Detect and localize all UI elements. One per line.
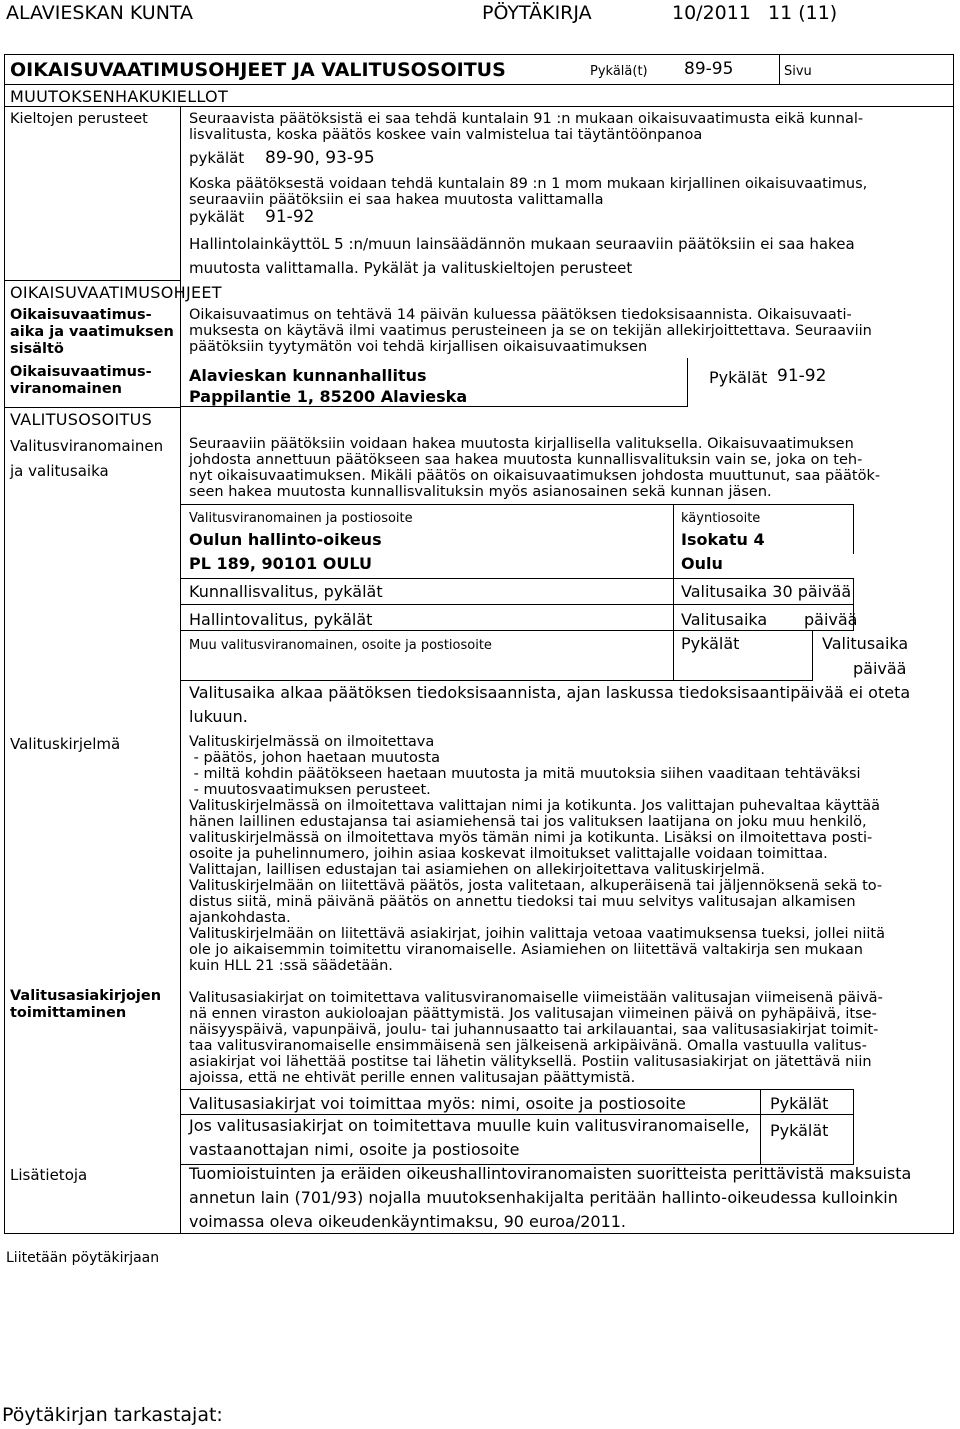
kiellot-pykalat-2: pykälät 91-92	[189, 207, 315, 227]
divider	[180, 504, 854, 505]
hallintovalitus-label: Hallintovalitus, pykälät	[189, 610, 373, 629]
toimittaminen-row2: Jos valitusasiakirjat on toimitettava muulle kuin valitusviranomaiselle, vastaanottajan nimi, osoite ja postiosoite	[189, 1116, 750, 1159]
pykala-label: Pykälä(t)	[590, 64, 648, 79]
authority-pykalat-value: 91-92	[777, 366, 827, 386]
section-heading-oikaisuvaatimusohjeet: OIKAISUVAATIMUSOHJEET	[10, 283, 222, 302]
hallintovalitus-time-unit: päivää	[804, 610, 858, 629]
divider	[687, 358, 688, 406]
toimittaminen-row2-pykalat: Pykälät	[770, 1121, 829, 1140]
divider	[4, 106, 954, 107]
label-kieltojen-perusteet: Kieltojen perusteet	[10, 111, 148, 127]
divider	[853, 1089, 854, 1165]
muu-valitusviranomainen-label: Muu valitusviranomainen, osoite ja postiosoite	[189, 638, 492, 653]
kiellot-paragraph-1: Seuraavista päätöksistä ei saa tehdä kuntalain 91 :n mukaan oikaisuvaatimusta eikä kunnal- lisvalitusta, koska päätös koskee vain valmistelua tai täytäntöönpanoa	[189, 111, 864, 143]
valitus-text: Seuraaviin päätöksiin voidaan hakea muutosta kirjallisella valituksella. Oikaisuvaatimuksen johdosta annettuun päätökseen saa hakea muutosta kunnallisvalituksin vain se, joka on teh- nyt oikaisuvaatimuksen. Mikäli päätös on oikaisuvaatimuksen johdosta muuttunut, saa päätök- seen hakea muutosta kunnallisvalituksin myös asianosainen sekä kunnan jäsen.	[189, 436, 881, 500]
divider	[812, 630, 813, 680]
valituskirjelma-text: Valituskirjelmässä on ilmoitettava - päätös, johon haetaan muutosta - miltä kohdin päätökseen haetaan muutosta ja mitä muutoksia siihen vaaditaan tehtäväksi - muutosvaatimuksen perusteet. Valituskirjelmässä on ilmoitettava valittajan nimi ja kotikunta. Jos valittajan puhevaltaa käyttää hänen laillinen edustajansa tai asiamiehensä tai jos valituksen laatijana on joku muu henkilö, valituskirjelmässä on ilmoitettava myös tämän nimi ja kotikunta. Lisäksi on ilmoitettava posti- osoite ja puhelinnumero, joihin asiaa koskevat ilmoitukset valittajalle voidaan toimittaa. Valittajan, laillisen edustajan tai asiamiehen on allekirjoitettava valituskirjelmä. Valituskirjelmään on liitettävä päätös, josta valitetaan, alkuperäisenä tai jäljennöksenä sekä to- distus siitä, minä päivänä päätös on annettu tiedoksi tai muu selvitys valitusajan alkamisen ajankohdasta. Valituskirjelmään on liitettävä asiakirjat, joihin valittaja vetoaa vaatimuksensa tueksi, jollei niitä ole jo aikaisemmin toimitettu viranomaiselle. Asiamiehen on liitettävä valtakirja sen mukaan kuin HLL 21 :ssä säädetään.	[189, 734, 885, 974]
divider	[673, 504, 674, 680]
toimittaminen-text: Valitusasiakirjat on toimitettava valitusviranomaiselle viimeistään valitusajan viimeisenä päivä- nä ennen viraston aukioloajan päättymistä. Jos valitusajan viimeinen päivä on pyhäpäivä, itse- näisyyspäivä, vapunpäivä, joulu- tai juhannusaatto tai arkilauantai, saa valitusasiakirjat toimit- taa valitusviranomaiselle ensimmäisenä sen jälkeisenä arkipäivänä. Omalla vastuulla valitus- asiakirjat voi lähettää postitse tai lähetin välityksellä. Postiin valitusasiakirjat on jätettävä niin ajoissa, että ne ehtivät perille ennen valitusajan päättymistä.	[189, 990, 883, 1086]
court-postal-address: PL 189, 90101 OULU	[189, 554, 372, 573]
organization-name: ALAVIESKAN KUNTA	[6, 2, 194, 24]
kiellot-pykalat-1: pykälät 89-90, 93-95	[189, 148, 375, 168]
kiellot-paragraph-2: Koska päätöksestä voidaan tehdä kuntalain 89 :n 1 mom mukaan kirjallinen oikaisuvaatimus, seuraaviin päätöksiin ei saa hakea muutosta valittamalla	[189, 176, 868, 208]
divider	[760, 1089, 761, 1165]
hallintovalitus-time-label: Valitusaika	[681, 610, 768, 629]
pykala-value: 89-95	[684, 59, 734, 79]
authority-name: Alavieskan kunnanhallitus	[189, 366, 427, 385]
sivu-label: Sivu	[784, 64, 812, 79]
section-heading-muutoksenhakukiellot: MUUTOKSENHAKUKIELLOT	[10, 87, 229, 106]
section-heading-valitusosoitus: VALITUSOSOITUS	[10, 410, 153, 429]
divider	[4, 407, 181, 408]
muu-pykalat-label: Pykälät	[681, 634, 740, 653]
divider	[180, 1089, 854, 1090]
muu-time-unit: päivää	[853, 659, 907, 678]
reviewers-label: Pöytäkirjan tarkastajat:	[2, 1404, 223, 1426]
divider	[180, 106, 181, 1234]
label-valituskirjelma: Valituskirjelmä	[10, 735, 121, 753]
divider	[779, 54, 780, 84]
page-title: OIKAISUVAATIMUSOHJEET JA VALITUSOSOITUS	[10, 59, 506, 81]
toimittaminen-row1: Valitusasiakirjat voi toimittaa myös: nimi, osoite ja postiosoite	[189, 1094, 686, 1113]
authority-address: Pappilantie 1, 85200 Alavieska	[189, 387, 468, 406]
court-name: Oulun hallinto-oikeus	[189, 530, 382, 549]
kunnallisvalitus-label: Kunnallisvalitus, pykälät	[189, 582, 383, 601]
divider	[180, 406, 688, 407]
label-lisatietoja: Lisätietoja	[10, 1166, 88, 1184]
divider	[4, 280, 181, 281]
attached-note: Liitetään pöytäkirjaan	[6, 1250, 160, 1266]
authority-pykalat-label: Pykälät	[709, 368, 768, 387]
divider	[853, 504, 854, 554]
visit-city: Oulu	[681, 554, 723, 573]
address-label: Valitusviranomainen ja postiosoite	[189, 511, 413, 526]
label-oikaisuvaatimusviranomainen: Oikaisuvaatimus- viranomainen	[10, 364, 152, 397]
page-number: 11 (11)	[768, 2, 838, 24]
meeting-number: 10/2011	[672, 2, 751, 24]
document-type: PÖYTÄKIRJA	[482, 2, 592, 24]
lisatietoja-text: Tuomioistuinten ja eräiden oikeushallintoviranomaisten suoritteista perittävistä maksuista annetun lain (701/93) nojalla muutoksenhakijalta peritään hallinto-oikeudessa kulloinkin voimassa oleva oikeudenkäyntimaksu, 90 euroa/2011.	[189, 1164, 912, 1231]
divider	[853, 578, 854, 630]
kiellot-paragraph-3: HallintolainkäyttöL 5 :n/muun lainsäädännön mukaan seuraaviin päätöksiin ei saa hakea muutosta valittamalla. Pykälät ja valituskieltojen perusteet	[189, 235, 855, 277]
label-valitusviranomainen: Valitusviranomainen ja valitusaika	[10, 437, 164, 480]
divider	[180, 630, 854, 631]
muu-time-label: Valitusaika	[822, 634, 909, 653]
valitusaika-start-text: Valitusaika alkaa päätöksen tiedoksisaannista, ajan laskussa tiedoksisaantipäivää ei oteta lukuun.	[189, 683, 911, 726]
oikaisuvaatimus-text: Oikaisuvaatimus on tehtävä 14 päivän kuluessa päätöksen tiedoksisaannista. Oikaisuvaati- muksesta on käytävä ilmi vaatimus perusteineen ja se on tekijän allekirjoittettava. Seuraaviin päätöksiin tyytymätön voi tehdä kirjallisen oikaisuvaatimuksen	[189, 307, 872, 355]
divider	[180, 578, 854, 579]
kunnallisvalitus-time: Valitusaika 30 päivää	[681, 582, 852, 601]
visit-street: Isokatu 4	[681, 530, 765, 549]
divider	[180, 604, 854, 605]
label-toimittaminen: Valitusasiakirjojen toimittaminen	[10, 988, 162, 1021]
visit-address-label: käyntiosoite	[681, 511, 761, 526]
label-oikaisuvaatimusaika: Oikaisuvaatimus- aika ja vaatimuksen sisältö	[10, 307, 174, 357]
toimittaminen-row1-pykalat: Pykälät	[770, 1094, 829, 1113]
divider	[4, 84, 954, 85]
